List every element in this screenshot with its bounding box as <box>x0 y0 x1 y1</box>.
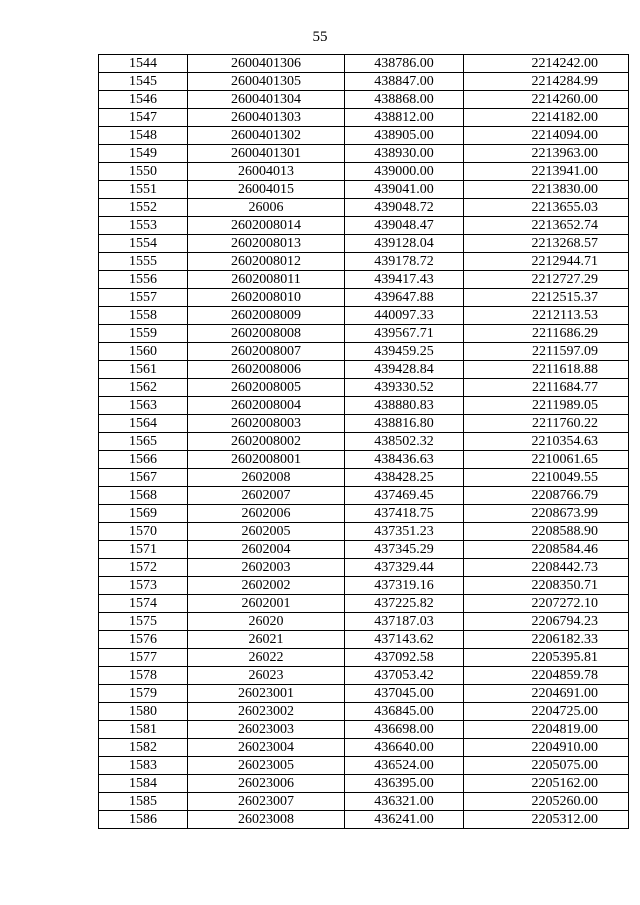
row-number-cell: 1579 <box>99 685 188 703</box>
x-coordinate-cell: 439330.52 <box>345 379 464 397</box>
x-coordinate-cell: 438880.83 <box>345 397 464 415</box>
y-coordinate-cell: 2214242.00 <box>464 55 629 73</box>
x-coordinate-cell: 438812.00 <box>345 109 464 127</box>
y-coordinate-cell: 2211597.09 <box>464 343 629 361</box>
row-number-cell: 1550 <box>99 163 188 181</box>
x-coordinate-cell: 437092.58 <box>345 649 464 667</box>
point-id-cell: 2602008008 <box>188 325 345 343</box>
y-coordinate-cell: 2204725.00 <box>464 703 629 721</box>
x-coordinate-cell: 439459.25 <box>345 343 464 361</box>
y-coordinate-cell: 2213830.00 <box>464 181 629 199</box>
row-number-cell: 1551 <box>99 181 188 199</box>
y-coordinate-cell: 2206182.33 <box>464 631 629 649</box>
table-row <box>99 91 629 109</box>
y-coordinate-cell: 2212944.71 <box>464 253 629 271</box>
x-coordinate-cell: 439048.47 <box>345 217 464 235</box>
row-number-cell: 1554 <box>99 235 188 253</box>
y-coordinate-cell: 2214094.00 <box>464 127 629 145</box>
row-number-cell: 1548 <box>99 127 188 145</box>
x-coordinate-cell: 437418.75 <box>345 505 464 523</box>
y-coordinate-cell: 2210049.55 <box>464 469 629 487</box>
y-coordinate-cell: 2205260.00 <box>464 793 629 811</box>
row-number-cell: 1545 <box>99 73 188 91</box>
point-id-cell: 2602008001 <box>188 451 345 469</box>
table-row <box>99 703 629 721</box>
table-row <box>99 577 629 595</box>
point-id-cell: 2602005 <box>188 523 345 541</box>
point-id-cell: 26023006 <box>188 775 345 793</box>
table-row <box>99 559 629 577</box>
table-row <box>99 271 629 289</box>
y-coordinate-cell: 2211989.05 <box>464 397 629 415</box>
table-row <box>99 379 629 397</box>
table-row <box>99 793 629 811</box>
y-coordinate-cell: 2213963.00 <box>464 145 629 163</box>
table-row <box>99 217 629 235</box>
table-row <box>99 163 629 181</box>
y-coordinate-cell: 2214284.99 <box>464 73 629 91</box>
x-coordinate-cell: 437329.44 <box>345 559 464 577</box>
table-row <box>99 739 629 757</box>
point-id-cell: 26023 <box>188 667 345 685</box>
y-coordinate-cell: 2211618.88 <box>464 361 629 379</box>
table-row <box>99 325 629 343</box>
table-row <box>99 55 629 73</box>
row-number-cell: 1569 <box>99 505 188 523</box>
y-coordinate-cell: 2208350.71 <box>464 577 629 595</box>
point-id-cell: 2600401304 <box>188 91 345 109</box>
point-id-cell: 2602008006 <box>188 361 345 379</box>
table-row <box>99 127 629 145</box>
table-row <box>99 811 629 829</box>
page-number: 55 <box>312 29 328 45</box>
point-id-cell: 2600401303 <box>188 109 345 127</box>
table-row <box>99 685 629 703</box>
x-coordinate-cell: 438436.63 <box>345 451 464 469</box>
x-coordinate-cell: 439048.72 <box>345 199 464 217</box>
x-coordinate-cell: 439041.00 <box>345 181 464 199</box>
table-row <box>99 487 629 505</box>
point-id-cell: 26023007 <box>188 793 345 811</box>
point-id-cell: 2602008013 <box>188 235 345 253</box>
point-id-cell: 2602002 <box>188 577 345 595</box>
table-row <box>99 721 629 739</box>
table-row <box>99 253 629 271</box>
row-number-cell: 1553 <box>99 217 188 235</box>
table-row <box>99 235 629 253</box>
x-coordinate-cell: 439178.72 <box>345 253 464 271</box>
table-row <box>99 631 629 649</box>
x-coordinate-cell: 438502.32 <box>345 433 464 451</box>
row-number-cell: 1547 <box>99 109 188 127</box>
row-number-cell: 1571 <box>99 541 188 559</box>
y-coordinate-cell: 2205162.00 <box>464 775 629 793</box>
point-id-cell: 26006 <box>188 199 345 217</box>
x-coordinate-cell: 437469.45 <box>345 487 464 505</box>
y-coordinate-cell: 2212727.29 <box>464 271 629 289</box>
row-number-cell: 1549 <box>99 145 188 163</box>
table-row <box>99 145 629 163</box>
row-number-cell: 1568 <box>99 487 188 505</box>
x-coordinate-cell: 437345.29 <box>345 541 464 559</box>
y-coordinate-cell: 2208588.90 <box>464 523 629 541</box>
point-id-cell: 2602008005 <box>188 379 345 397</box>
x-coordinate-cell: 437053.42 <box>345 667 464 685</box>
y-coordinate-cell: 2213268.57 <box>464 235 629 253</box>
point-id-cell: 2602001 <box>188 595 345 613</box>
table-row <box>99 523 629 541</box>
x-coordinate-cell: 439000.00 <box>345 163 464 181</box>
point-id-cell: 2600401301 <box>188 145 345 163</box>
y-coordinate-cell: 2208766.79 <box>464 487 629 505</box>
y-coordinate-cell: 2213655.03 <box>464 199 629 217</box>
row-number-cell: 1576 <box>99 631 188 649</box>
point-id-cell: 26023005 <box>188 757 345 775</box>
x-coordinate-cell: 438786.00 <box>345 55 464 73</box>
point-id-cell: 26023004 <box>188 739 345 757</box>
row-number-cell: 1567 <box>99 469 188 487</box>
x-coordinate-cell: 439567.71 <box>345 325 464 343</box>
table-row <box>99 775 629 793</box>
x-coordinate-cell: 440097.33 <box>345 307 464 325</box>
point-id-cell: 2602008003 <box>188 415 345 433</box>
point-id-cell: 2602008014 <box>188 217 345 235</box>
point-id-cell: 26023002 <box>188 703 345 721</box>
table-row <box>99 469 629 487</box>
table-row <box>99 109 629 127</box>
y-coordinate-cell: 2214260.00 <box>464 91 629 109</box>
y-coordinate-cell: 2204819.00 <box>464 721 629 739</box>
x-coordinate-cell: 436395.00 <box>345 775 464 793</box>
y-coordinate-cell: 2212515.37 <box>464 289 629 307</box>
point-id-cell: 2602008012 <box>188 253 345 271</box>
x-coordinate-cell: 438905.00 <box>345 127 464 145</box>
row-number-cell: 1558 <box>99 307 188 325</box>
x-coordinate-cell: 438816.80 <box>345 415 464 433</box>
y-coordinate-cell: 2211684.77 <box>464 379 629 397</box>
point-id-cell: 26022 <box>188 649 345 667</box>
x-coordinate-cell: 439128.04 <box>345 235 464 253</box>
coordinates-table <box>98 54 629 829</box>
y-coordinate-cell: 2204859.78 <box>464 667 629 685</box>
y-coordinate-cell: 2213652.74 <box>464 217 629 235</box>
table-row <box>99 397 629 415</box>
point-id-cell: 26023008 <box>188 811 345 829</box>
row-number-cell: 1577 <box>99 649 188 667</box>
x-coordinate-cell: 437319.16 <box>345 577 464 595</box>
point-id-cell: 2602008009 <box>188 307 345 325</box>
row-number-cell: 1578 <box>99 667 188 685</box>
x-coordinate-cell: 439417.43 <box>345 271 464 289</box>
row-number-cell: 1575 <box>99 613 188 631</box>
x-coordinate-cell: 439647.88 <box>345 289 464 307</box>
point-id-cell: 2602004 <box>188 541 345 559</box>
y-coordinate-cell: 2204910.00 <box>464 739 629 757</box>
y-coordinate-cell: 2206794.23 <box>464 613 629 631</box>
row-number-cell: 1552 <box>99 199 188 217</box>
row-number-cell: 1580 <box>99 703 188 721</box>
table-row <box>99 307 629 325</box>
y-coordinate-cell: 2211760.22 <box>464 415 629 433</box>
point-id-cell: 26021 <box>188 631 345 649</box>
point-id-cell: 2600401305 <box>188 73 345 91</box>
row-number-cell: 1561 <box>99 361 188 379</box>
row-number-cell: 1583 <box>99 757 188 775</box>
row-number-cell: 1544 <box>99 55 188 73</box>
y-coordinate-cell: 2210061.65 <box>464 451 629 469</box>
y-coordinate-cell: 2205312.00 <box>464 811 629 829</box>
point-id-cell: 2602008010 <box>188 289 345 307</box>
x-coordinate-cell: 438868.00 <box>345 91 464 109</box>
x-coordinate-cell: 438847.00 <box>345 73 464 91</box>
y-coordinate-cell: 2205395.81 <box>464 649 629 667</box>
point-id-cell: 2602008007 <box>188 343 345 361</box>
row-number-cell: 1572 <box>99 559 188 577</box>
point-id-cell: 26020 <box>188 613 345 631</box>
table-row <box>99 541 629 559</box>
y-coordinate-cell: 2204691.00 <box>464 685 629 703</box>
row-number-cell: 1557 <box>99 289 188 307</box>
y-coordinate-cell: 2208442.73 <box>464 559 629 577</box>
row-number-cell: 1555 <box>99 253 188 271</box>
x-coordinate-cell: 437045.00 <box>345 685 464 703</box>
y-coordinate-cell: 2210354.63 <box>464 433 629 451</box>
y-coordinate-cell: 2208584.46 <box>464 541 629 559</box>
row-number-cell: 1564 <box>99 415 188 433</box>
y-coordinate-cell: 2211686.29 <box>464 325 629 343</box>
x-coordinate-cell: 437187.03 <box>345 613 464 631</box>
table-row <box>99 73 629 91</box>
row-number-cell: 1570 <box>99 523 188 541</box>
table-row <box>99 451 629 469</box>
table-row <box>99 181 629 199</box>
x-coordinate-cell: 437351.23 <box>345 523 464 541</box>
point-id-cell: 2600401302 <box>188 127 345 145</box>
row-number-cell: 1584 <box>99 775 188 793</box>
table-row <box>99 667 629 685</box>
y-coordinate-cell: 2205075.00 <box>464 757 629 775</box>
y-coordinate-cell: 2207272.10 <box>464 595 629 613</box>
table-row <box>99 757 629 775</box>
table-row <box>99 433 629 451</box>
table-row <box>99 595 629 613</box>
y-coordinate-cell: 2214182.00 <box>464 109 629 127</box>
table-row <box>99 343 629 361</box>
table-row <box>99 415 629 433</box>
table-row <box>99 613 629 631</box>
point-id-cell: 2602003 <box>188 559 345 577</box>
point-id-cell: 2600401306 <box>188 55 345 73</box>
x-coordinate-cell: 436640.00 <box>345 739 464 757</box>
y-coordinate-cell: 2213941.00 <box>464 163 629 181</box>
row-number-cell: 1562 <box>99 379 188 397</box>
point-id-cell: 2602008011 <box>188 271 345 289</box>
table-row <box>99 649 629 667</box>
x-coordinate-cell: 436524.00 <box>345 757 464 775</box>
row-number-cell: 1582 <box>99 739 188 757</box>
point-id-cell: 2602008004 <box>188 397 345 415</box>
row-number-cell: 1546 <box>99 91 188 109</box>
row-number-cell: 1573 <box>99 577 188 595</box>
table-row <box>99 199 629 217</box>
table-row <box>99 361 629 379</box>
row-number-cell: 1556 <box>99 271 188 289</box>
x-coordinate-cell: 436321.00 <box>345 793 464 811</box>
row-number-cell: 1581 <box>99 721 188 739</box>
x-coordinate-cell: 436241.00 <box>345 811 464 829</box>
point-id-cell: 26023003 <box>188 721 345 739</box>
point-id-cell: 26004015 <box>188 181 345 199</box>
row-number-cell: 1563 <box>99 397 188 415</box>
x-coordinate-cell: 437143.62 <box>345 631 464 649</box>
x-coordinate-cell: 438930.00 <box>345 145 464 163</box>
table-row <box>99 289 629 307</box>
row-number-cell: 1566 <box>99 451 188 469</box>
point-id-cell: 26023001 <box>188 685 345 703</box>
y-coordinate-cell: 2208673.99 <box>464 505 629 523</box>
row-number-cell: 1560 <box>99 343 188 361</box>
coordinates-table-body <box>99 55 629 829</box>
point-id-cell: 26004013 <box>188 163 345 181</box>
x-coordinate-cell: 438428.25 <box>345 469 464 487</box>
point-id-cell: 2602006 <box>188 505 345 523</box>
point-id-cell: 2602007 <box>188 487 345 505</box>
x-coordinate-cell: 437225.82 <box>345 595 464 613</box>
x-coordinate-cell: 436698.00 <box>345 721 464 739</box>
x-coordinate-cell: 436845.00 <box>345 703 464 721</box>
row-number-cell: 1565 <box>99 433 188 451</box>
table-row <box>99 505 629 523</box>
y-coordinate-cell: 2212113.53 <box>464 307 629 325</box>
point-id-cell: 2602008 <box>188 469 345 487</box>
row-number-cell: 1586 <box>99 811 188 829</box>
row-number-cell: 1585 <box>99 793 188 811</box>
x-coordinate-cell: 439428.84 <box>345 361 464 379</box>
row-number-cell: 1559 <box>99 325 188 343</box>
row-number-cell: 1574 <box>99 595 188 613</box>
point-id-cell: 2602008002 <box>188 433 345 451</box>
